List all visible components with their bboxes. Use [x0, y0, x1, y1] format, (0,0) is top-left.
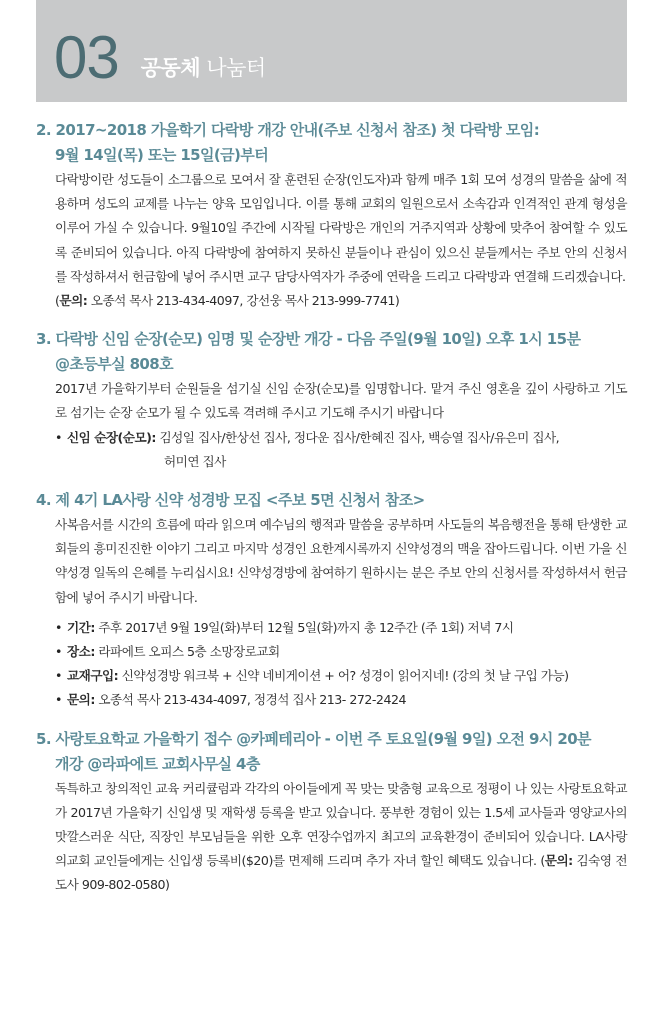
bullet-list	[36, 616, 627, 713]
announcements	[36, 118, 627, 912]
list-item	[55, 426, 627, 474]
list-item	[55, 640, 627, 664]
body-text: 독특하고 창의적인 교육 커리큘럼과 각각의 아이들에게 꼭 맞는 맞춤형 교육으로 정평이 나 있는 사랑토요학교가 2017년 가을학기 신입생 및 재학생 등록을 받고 있습니다. 풍부한 경험이 있는 1.5세 교사들과 영양교사의 맛깔스러운 식단, 직장인 부모님들을 위한 오후 연장수업까지 최고의 교육환경이 준비되어 있습니다. LA사랑의교회 교인들에게는 신입생 등록비($20)를 면제해 드리며 추가 자녀 할인 혜택도 있습니다.	[55, 780, 627, 869]
bullet-list	[36, 426, 627, 474]
section-title-light: 나눔터	[206, 56, 266, 80]
bullet-label: 교재구입:	[67, 668, 119, 684]
contact-label: 문의:	[59, 293, 88, 309]
bullet-text: 주후 2017년 9월 19일(화)부터 12월 5일(화)까지 총 12주간 (주 1회) 저녁 7시	[94, 619, 514, 635]
contact-open: (	[540, 853, 545, 869]
bullet-text: 오종석 목사 213-434-4097, 정경석 집사 213- 272-2424	[94, 692, 406, 708]
announcement-body: 사복음서를 시간의 흐름에 따라 읽으며 예수님의 행적과 말씀을 공부하며 사도들의 복음행전을 통해 탄생한 교회들의 흥미진진한 이야기 그리고 마지막 성경인 요한계시록까지 신약성경의 맥을 잡아드립니다. 이번 가을 신약성경 일독의 은혜를 누리십시요! 신약성경방에 참여하기 원하시는 분은 주보 안의 신청서를 작성하셔서 헌금함에 넣어 주시기 바랍니다.	[55, 517, 627, 605]
announcement-title	[36, 727, 627, 777]
announcement-item-4	[36, 488, 627, 713]
bullet-label: 신임 순장(순모):	[67, 429, 156, 445]
bullet-label: 문의:	[67, 692, 95, 708]
bullet-text: 라파에트 오피스 5층 소망장로교회	[94, 644, 280, 660]
list-item	[55, 664, 627, 688]
announcement-body	[36, 777, 627, 898]
title-line-2: @초등부실 808호	[55, 355, 173, 374]
title-line-1: 4. 제 4기 LA사랑 신약 성경방 모집 <주보 5면 신청서 참조>	[36, 491, 425, 510]
announcement-item-3	[36, 327, 627, 474]
title-line-1: 2. 2017~2018 가을학기 다락방 개강 안내(주보 신청서 참조) 첫 다락방 모임:	[36, 121, 540, 139]
title-line-1: 5. 사랑토요학교 가을학기 접수 @카페테리아 - 이번 주 토요일(9월 9일) 오전 9시 20분	[36, 729, 591, 748]
announcement-title	[36, 488, 627, 513]
bullet-label: 기간:	[67, 619, 95, 635]
body-text: 다락방이란 성도들이 소그룹으로 모여서 잘 훈련된 순장(인도자)과 함께 매주 1회 모여 성경의 말씀을 삶에 적용하며 성도의 교제를 나누는 양육 모임입니다. 이를 통해 교회의 일원으로서 소속감과 인격적인 관계 형성을 이루어 가실 수 있습니다. 9월10일 주간에 시작될 다락방은 개인의 거주지역과 상황에 맞추어 참여할 수 있도록 준비되어 있습니다. 아직 다락방에 참여하지 못하신 분들이나 관심이 있으신 분들께서는 주보 안의 신청서를 작성하셔서 헌금함에 넣어 주시면 교구 담당사역자가 주중에 연락을 드리고 다락방과 연결해 드리겠습니다.	[55, 172, 627, 284]
contact-open: (	[55, 293, 60, 309]
bullet-text-cont: 허미연 집사	[164, 453, 226, 469]
announcement-item-2	[36, 118, 627, 313]
announcement-title	[36, 118, 627, 168]
bullet-text: 신약성경방 워크북 + 신약 네비게이션 + 어? 성경이 읽어지네! (강의 첫 날 구입 가능)	[118, 668, 569, 684]
contact-text: 김숙영 전도사 909-802-0580)	[55, 853, 627, 893]
list-item	[55, 688, 627, 712]
list-item	[55, 616, 627, 640]
section-title	[141, 52, 266, 82]
bullet-text: 김성일 집사/한상선 집사, 정다운 집사/한혜진 집사, 백승열 집사/유은미 집사,	[155, 429, 560, 445]
title-line-2: 9월 14일(목) 또는 15일(금)부터	[55, 146, 269, 164]
section-number: 03	[54, 24, 119, 91]
announcement-body	[36, 168, 627, 313]
title-line-2: 개강 @라파에트 교회사무실 4층	[55, 754, 260, 773]
title-line-1: 3. 다락방 신임 순장(순모) 임명 및 순장반 개강 - 다음 주일(9월 10일) 오후 1시 15분	[36, 330, 581, 349]
bullet-label: 장소:	[67, 644, 95, 660]
announcement-body: 2017년 가을학기부터 순원들을 섬기실 신임 순장(순모)를 임명합니다. 맡겨 주신 영혼을 깊이 사랑하고 기도로 섬기는 순장 순모가 될 수 있도록 격려해 주시고 기도해 주시기 바랍니다	[55, 381, 627, 421]
contact-text: 오종석 목사 213-434-4097, 강선웅 목사 213-999-7741)	[87, 293, 400, 309]
section-title-bold: 공동체	[140, 56, 201, 80]
announcement-item-5	[36, 727, 627, 898]
contact-label: 문의:	[544, 853, 573, 869]
announcement-title	[36, 327, 627, 377]
section-header	[36, 0, 627, 102]
